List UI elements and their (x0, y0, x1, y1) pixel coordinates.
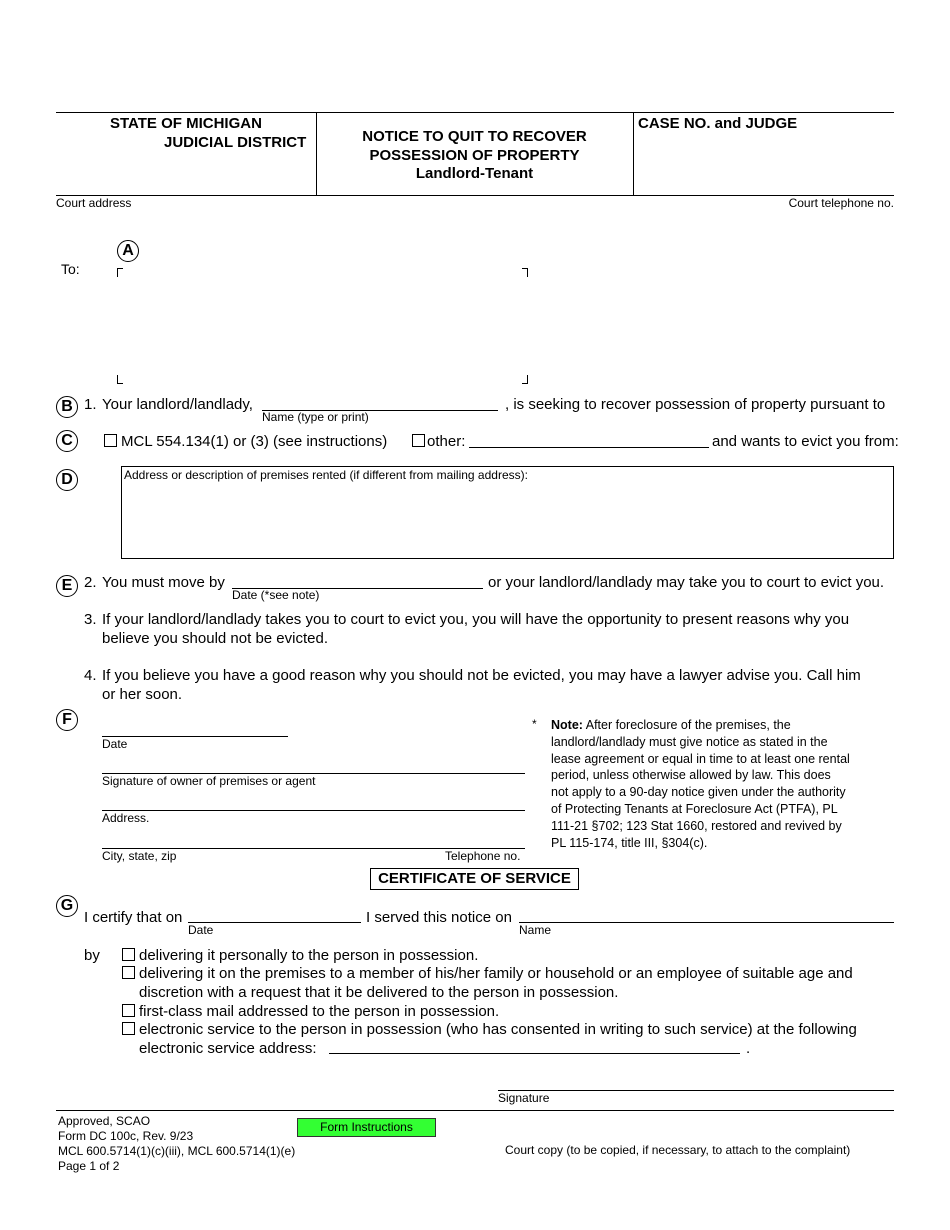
electronic-service-checkbox[interactable] (122, 1022, 135, 1035)
item3-line2: believe you should not be evicted. (102, 630, 328, 647)
item2-prefix: You must move by (102, 574, 225, 591)
certify-prefix: I certify that on (84, 909, 183, 926)
item2-number: 2. (84, 574, 97, 591)
corner-bottom-right (522, 375, 528, 384)
note-line8: PL 115-174, title III, §304(c). (551, 835, 708, 850)
note-line1 (551, 717, 896, 734)
note-text1: After foreclosure of the premises, the (585, 718, 791, 732)
owner-address-caption: Address. (102, 811, 150, 825)
by-label: by (84, 947, 100, 964)
item4-number: 4. (84, 667, 97, 684)
footer-approved: Approved, SCAO (58, 1114, 151, 1128)
item3-number: 3. (84, 611, 97, 628)
court-phone-label: Court telephone no. (788, 196, 894, 210)
item4-line1: If you believe you have a good reason why you should not be evicted, you may have a lawyer advise you. Call him (102, 667, 861, 684)
first-class-mail-checkbox[interactable] (122, 1004, 135, 1017)
footer-meta (58, 1114, 295, 1174)
marker-c: C (56, 430, 78, 452)
note-asterisk: * (532, 717, 537, 731)
marker-b: B (56, 396, 78, 418)
item3-line1: If your landlord/landlady takes you to court to evict you, you will have the opportunity to present reasons why you (102, 611, 850, 628)
note-line2: landlord/landlady must give notice as stated in the (551, 734, 828, 749)
owner-city-caption: City, state, zip (102, 849, 177, 863)
header-divider-right (633, 112, 634, 196)
electronic-address-period: . (746, 1040, 751, 1057)
marker-g: G (56, 895, 78, 917)
district-label: JUDICIAL DISTRICT (164, 134, 307, 151)
form-instructions-button[interactable]: Form Instructions (297, 1118, 436, 1137)
item1-tail: and wants to evict you from: (712, 433, 899, 450)
landlord-name-caption: Name (type or print) (262, 410, 369, 424)
service-date-field[interactable] (188, 922, 361, 923)
owner-phone-caption: Telephone no. (445, 849, 521, 863)
footer-rule (56, 1110, 894, 1111)
court-copy-note: Court copy (to be copied, if necessary, to attach to the complaint) (505, 1143, 851, 1157)
server-signature-field[interactable] (498, 1090, 894, 1091)
first-class-mail-label: first-class mail addressed to the person in possession. (139, 1003, 500, 1020)
note-line7: 111-21 §702; 123 Stat 1660, restored and revived by (551, 818, 842, 833)
footer-page: Page 1 of 2 (58, 1159, 120, 1173)
corner-bottom-left (117, 375, 123, 384)
court-address-label: Court address (56, 196, 132, 210)
marker-f: F (56, 709, 78, 731)
server-signature-caption: Signature (498, 1091, 550, 1105)
note-line3: lease agreement or equal in time to at least one rental (551, 751, 850, 766)
state-label: STATE OF MICHIGAN (110, 115, 262, 132)
personal-delivery-checkbox[interactable] (122, 948, 135, 961)
recipient-address-area[interactable] (117, 268, 528, 384)
move-by-date-caption: Date (*see note) (232, 588, 320, 602)
footer-mcl: MCL 600.5714(1)(c)(iii), MCL 600.5714(1)(e) (58, 1144, 296, 1158)
note-label: Note: (551, 718, 583, 732)
service-date-caption: Date (188, 923, 214, 937)
owner-address-field[interactable] (102, 810, 525, 811)
item1-number: 1. (84, 396, 97, 413)
electronic-service-label-line1: electronic service to the person in possession (who has consented in writing to such service) at the following (139, 1021, 857, 1038)
footer-form-number: Form DC 100c, Rev. 9/23 (58, 1129, 194, 1143)
other-checkbox[interactable] (412, 434, 425, 447)
form-subtitle: Landlord-Tenant (415, 165, 534, 182)
certify-middle: I served this notice on (366, 909, 512, 926)
owner-date-field[interactable] (102, 736, 288, 737)
header-top-rule (56, 112, 894, 113)
electronic-address-field[interactable] (329, 1053, 740, 1054)
marker-a: A (117, 240, 139, 262)
form-title-line2: POSSESSION OF PROPERTY (369, 147, 580, 164)
premises-address-caption: Address or description of premises rented (if different from mailing address): (124, 468, 528, 482)
item4-line2: or her soon. (102, 686, 183, 703)
item1-suffix: , is seeking to recover possession of property pursuant to (505, 396, 886, 413)
case-no-label: CASE NO. and JUDGE (638, 115, 798, 132)
served-name-field[interactable] (519, 922, 894, 923)
corner-top-left (117, 268, 123, 277)
personal-delivery-label: delivering it personally to the person in possession. (139, 947, 479, 964)
premises-delivery-checkbox[interactable] (122, 966, 135, 979)
marker-e: E (56, 575, 78, 597)
electronic-service-label-line2: electronic service address: (139, 1040, 317, 1057)
marker-d: D (56, 469, 78, 491)
served-name-caption: Name (519, 923, 552, 937)
form-title-line1: NOTICE TO QUIT TO RECOVER (362, 128, 587, 145)
premises-address-box[interactable] (121, 466, 894, 559)
note-line5: not apply to a 90-day notice given under the authority (551, 785, 846, 800)
mcl-554-option-label: MCL 554.134(1) or (3) (see instructions) (121, 433, 388, 450)
note-line6: of Protecting Tenants at Foreclosure Act (PTFA), PL (551, 801, 838, 816)
foreclosure-note (551, 717, 896, 851)
to-label: To: (61, 261, 80, 277)
item2-suffix: or your landlord/landlady may take you to court to evict you. (488, 574, 885, 591)
owner-date-caption: Date (102, 737, 128, 751)
certificate-title: CERTIFICATE OF SERVICE (370, 868, 579, 890)
premises-delivery-label-line1: delivering it on the premises to a member of his/her family or household or an employee of suitable age and (139, 965, 853, 982)
corner-top-right (522, 268, 528, 277)
other-option-label: other: (427, 433, 466, 450)
owner-signature-caption: Signature of owner of premises or agent (102, 774, 316, 788)
premises-delivery-label-line2: discretion with a request that it be delivered to the person in possession. (139, 984, 619, 1001)
item1-prefix: Your landlord/landlady, (102, 396, 253, 413)
note-line4: period, unless otherwise allowed by law. This does (551, 768, 831, 783)
other-basis-field[interactable] (469, 447, 709, 448)
mcl-554-checkbox[interactable] (104, 434, 117, 447)
